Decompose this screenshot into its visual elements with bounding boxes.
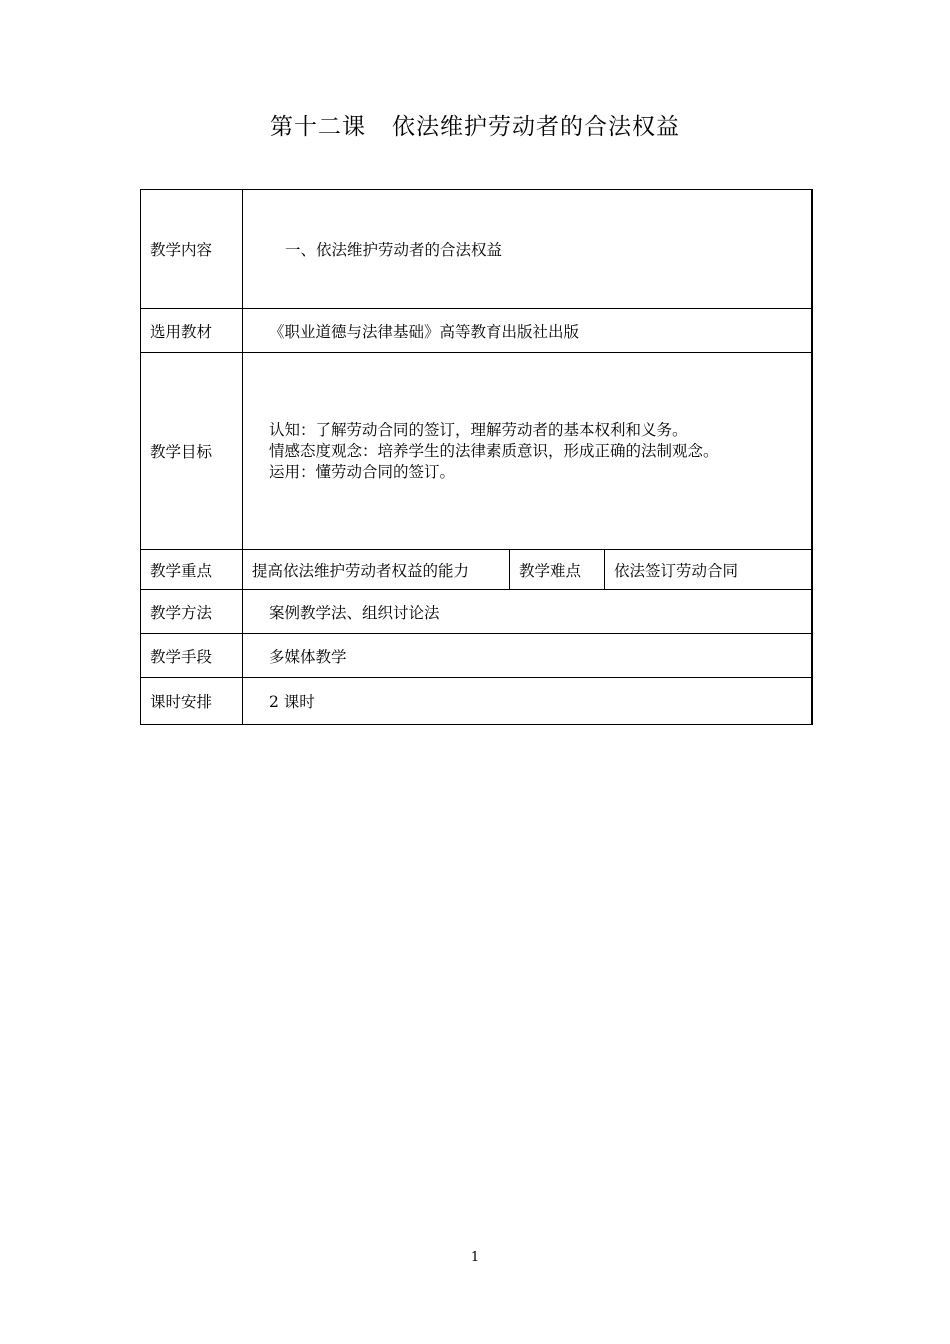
method-value: 案例教学法、组织讨论法 (243, 590, 812, 634)
lesson-number: 第十二课 (270, 114, 366, 140)
goal-item: 情感态度观念：培养学生的法律素质意识，形成正确的法制观念。 (269, 441, 719, 460)
goal-item: 运用：懂劳动合同的签订。 (269, 462, 456, 481)
means-label: 教学手段 (141, 634, 243, 678)
content-label: 教学内容 (141, 190, 243, 309)
content-value: 一、依法维护劳动者的合法权益 (243, 190, 812, 309)
goals-list (243, 420, 811, 483)
method-label: 教学方法 (141, 590, 243, 634)
table-row-means (141, 634, 812, 678)
goal-item: 认知：了解劳动合同的签订，理解劳动者的基本权利和义务。 (269, 420, 688, 439)
means-value: 多媒体教学 (243, 634, 812, 678)
page-title (0, 108, 950, 141)
schedule-label: 课时安排 (141, 678, 243, 725)
table-row-schedule (141, 678, 812, 725)
table-row-method (141, 590, 812, 634)
table-row-content (141, 190, 812, 309)
textbook-value: 《职业道德与法律基础》高等教育出版社出版 (243, 309, 812, 353)
lesson-title: 依法维护劳动者的合法权益 (392, 114, 680, 140)
difficulty-label: 教学难点 (510, 550, 605, 590)
goals-cell (243, 353, 812, 550)
difficulty-value: 依法签订劳动合同 (605, 550, 812, 590)
table-row-goals (141, 353, 812, 550)
schedule-value: 2 课时 (243, 678, 812, 725)
table-row-textbook (141, 309, 812, 353)
goals-label: 教学目标 (141, 353, 243, 550)
lesson-plan-table (140, 189, 813, 725)
key-point-label: 教学重点 (141, 550, 243, 590)
table-row-key-points (141, 550, 812, 590)
textbook-label: 选用教材 (141, 309, 243, 353)
page-number: 1 (470, 1250, 480, 1265)
key-point-value: 提高依法维护劳动者权益的能力 (243, 550, 510, 590)
